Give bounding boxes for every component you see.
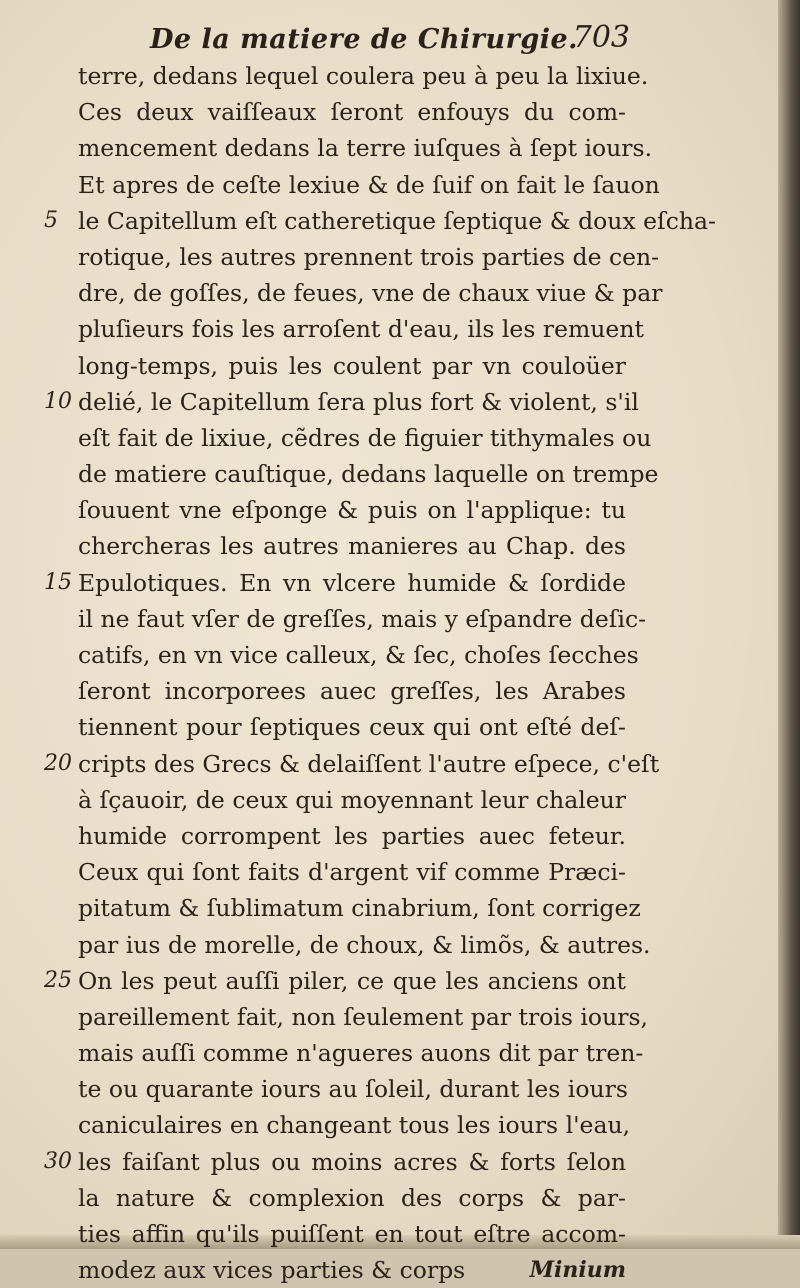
line-text: chercheras les autres manieres au Chap. des <box>78 532 626 561</box>
line-text: le Capitellum eſt catheretique ſeptique & doux eſcha- <box>78 206 716 235</box>
text-line <box>44 963 626 999</box>
page-edge-shadow <box>778 0 800 1249</box>
text-line <box>78 275 663 311</box>
text-line <box>44 746 660 782</box>
line-text: long-temps, puis les coulent par vn couloüer <box>78 351 626 380</box>
text-line <box>78 1252 626 1288</box>
text-line <box>78 167 660 203</box>
text-line <box>78 1180 626 1216</box>
text-line <box>78 348 626 384</box>
text-line <box>78 311 644 347</box>
line-text: mencement dedans la terre iuſques à ſept iours. <box>78 134 653 163</box>
line-number: 5 <box>44 207 58 233</box>
line-text: dre, de goſſes, de feues, vne de chaux viue & par <box>78 279 663 308</box>
text-line <box>78 818 626 854</box>
text-line <box>78 130 653 166</box>
line-text: il ne faut vſer de greſſes, mais y eſpandre deſic- <box>78 604 647 633</box>
text-line <box>78 890 641 926</box>
body-text <box>44 58 716 1288</box>
line-number: 25 <box>44 967 72 993</box>
text-line <box>44 565 626 601</box>
line-text: par ius de morelle, de choux, & limõs, & autres. <box>78 930 651 959</box>
line-text: modez aux vices parties & corps <box>78 1256 466 1285</box>
line-text: rotique, les autres prennent trois parties de cen- <box>78 242 660 271</box>
line-text: ties affin qu'ils puiſſent en tout eſtre accom- <box>78 1220 626 1248</box>
line-text: Et apres de ceſte lexiue & de ſuif on fait le ſauon <box>78 170 660 199</box>
text-line <box>78 94 626 130</box>
line-text: te ou quarante iours au ſoleil, durant les iours <box>78 1075 628 1104</box>
line-number: 20 <box>44 750 72 776</box>
text-line <box>44 384 639 420</box>
line-number: 10 <box>44 388 72 414</box>
line-text: pareillement fait, non ſeulement par trois iours, <box>78 1002 648 1031</box>
line-text: On les peut auſſi piler, ce que les anciens ont <box>78 966 626 995</box>
text-line <box>78 927 651 963</box>
line-text: mais auſſi comme n'agueres auons dit par tren- <box>78 1039 644 1068</box>
text-line <box>78 239 660 275</box>
text-line <box>78 637 639 673</box>
page-number: 703 <box>572 20 630 55</box>
text-line <box>78 601 647 637</box>
line-number: 30 <box>44 1148 72 1174</box>
line-text: tiennent pour ſeptiques ceux qui ont eſté deſ- <box>78 713 626 742</box>
line-number: 15 <box>44 569 72 595</box>
line-text: humide corrompent les parties auec feteur. <box>78 821 626 850</box>
text-line <box>78 854 626 890</box>
text-line <box>78 58 649 94</box>
text-line <box>78 492 626 528</box>
page-header <box>150 18 630 62</box>
catchword: Minium <box>529 1257 626 1284</box>
line-text: Ceux qui ſont faits d'argent vif comme Præci- <box>78 858 626 887</box>
line-text: pitatum & ſublimatum cinabrium, ſont corrigez <box>78 894 641 923</box>
text-line <box>78 1107 631 1143</box>
text-line <box>78 1071 626 1107</box>
line-text: ſouuent vne eſponge & puis on l'applique: tu <box>78 496 626 525</box>
line-text: pluſieurs fois les arroſent d'eau, ils les remuent <box>78 315 644 344</box>
text-line <box>78 420 652 456</box>
line-text: ſeront incorporees auec greſſes, les Arabes <box>78 677 626 706</box>
line-text: la nature & complexion des corps & par- <box>78 1183 626 1212</box>
text-line <box>78 1216 626 1252</box>
text-line <box>78 673 626 709</box>
line-text: terre, dedans lequel coulera peu à peu la lixiue. <box>78 62 649 90</box>
line-text: delié, le Capitellum ſera plus fort & violent, s'il <box>78 387 639 416</box>
text-line <box>44 203 716 239</box>
text-line <box>78 782 626 818</box>
text-line <box>44 1144 626 1180</box>
text-line <box>78 999 648 1035</box>
line-text: à ſçauoir, de ceux qui moyennant leur chaleur <box>78 785 626 814</box>
running-head: De la matiere de Chirurgie. <box>150 24 579 55</box>
line-text: les faiſant plus ou moins acres & forts ſelon <box>78 1147 626 1176</box>
text-line <box>78 1035 644 1071</box>
line-text: caniculaires en changeant tous les iours l'eau, <box>78 1111 631 1140</box>
line-text: Ces deux vaiſſeaux ſeront enfouys du com- <box>78 98 626 127</box>
text-line <box>78 456 659 492</box>
line-text: eſt fait de lixiue, cẽdres de figuier tithymales ou <box>78 423 652 452</box>
line-text: Epulotiques. En vn vlcere humide & ſordide <box>78 568 626 597</box>
text-line <box>78 528 626 564</box>
line-text: cripts des Grecs & delaiſſent l'autre eſpece, c'eſt <box>78 749 660 778</box>
line-text: catifs, en vn vice calleux, & ſec, choſes ſecches <box>78 641 639 669</box>
line-text: de matiere cauſtique, dedans laquelle on trempe <box>78 460 659 489</box>
text-line <box>78 709 626 745</box>
